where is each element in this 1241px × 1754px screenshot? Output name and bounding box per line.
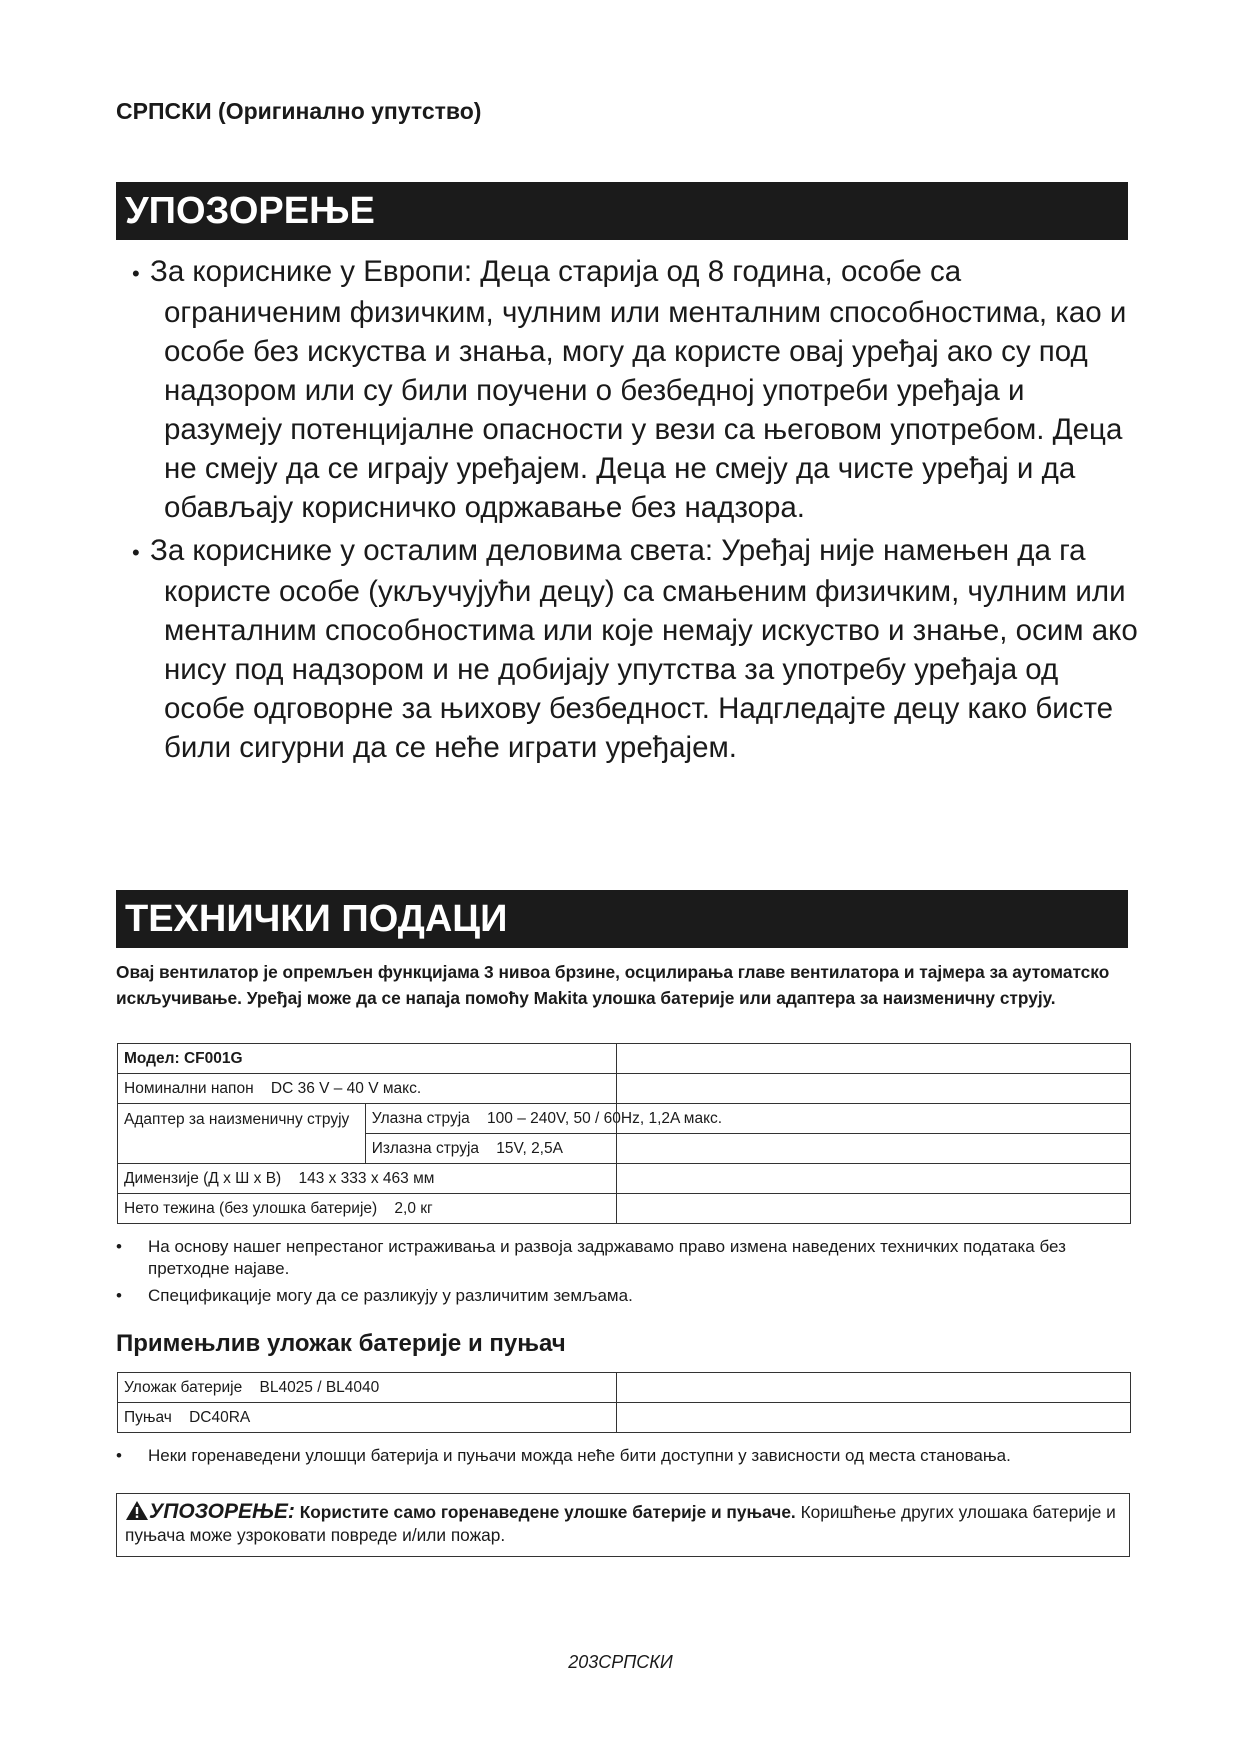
table-row — [118, 1373, 1131, 1403]
output-current-cell: Излазна струја 15V, 2,5A — [365, 1134, 616, 1164]
dimensions-cell: Димензије (Д x Ш x В) 143 x 333 x 463 мм — [118, 1164, 617, 1194]
table-row — [118, 1403, 1131, 1433]
battery-notes — [116, 1445, 1116, 1472]
warning-text: Коришћење других улошака батерије и пуњача може узроковати повреде и/или пожар. — [125, 1502, 1116, 1545]
warning-item-europe: • За кориснике у Европи: Деца старија од 8 година, особе са ограниченим физичким, чулним или менталним способностима, као и особе без искуства и знања, могу да користе овај уређај ако су под надзором или су били поучени о безбедној употреби уређаја и разумеју потенцијалне опасности у вези са његовом употребом. Деца не смеју да се играју уређајем. Деца не смеју да чисте уређај и да обављају корисничко одржавање без надзора. — [132, 255, 1127, 524]
table-row — [118, 1164, 1131, 1194]
document-language-header: СРПСКИ (Оригинално упутство) — [116, 98, 482, 124]
list-item: • Неки горенаведени улошци батерија и пуњачи можда неће бити доступни у зависности од места становања. — [116, 1446, 1011, 1465]
adapter-label-cell: Адаптер за наизменичну струју — [118, 1104, 366, 1164]
warning-item-text: За кориснике у осталим деловима света: Уређај није намењен да га користе особе (укључујући децу) са смањеним физичким, чулним или менталним способностима или које немају искуство и знање, осим ако нису под надзором и не добијају упутства за употребу уређаја од особе одговорне за њихову безбедност. Надгледајте децу како бисте били сигурни да се неће играти уређајем. — [150, 534, 1138, 764]
rated-voltage-cell: Номинални напон DC 36 V – 40 V макс. — [118, 1074, 617, 1104]
table-row — [118, 1104, 1131, 1134]
warning-triangle-icon — [125, 1500, 149, 1521]
battery-table — [117, 1372, 1131, 1433]
list-item: • Спецификације могу да се разликују у различитим земљама. — [116, 1286, 633, 1305]
warning-item-world: • За кориснике у осталим деловима света: Уређај није намењен да га користе особе (укључујући децу) са смањеним физичким, чулним или менталним способностима или које немају искуство и знање, осим ако нису под надзором и не добијају упутства за употребу уређаја од особе одговорне за њихову безбедност. Надгледајте децу како бисте били сигурни да се неће играти уређајем. — [132, 534, 1138, 764]
input-current-cell: Улазна струја 100 – 240V, 50 / 60Hz, 1,2A макс. — [365, 1104, 1130, 1134]
warning-section-title: УПОЗОРЕЊЕ — [116, 182, 1128, 240]
charger-cell: Пуњач DC40RA — [118, 1403, 617, 1433]
tech-data-section-title: ТЕХНИЧКИ ПОДАЦИ — [116, 890, 1128, 948]
table-row — [118, 1194, 1131, 1224]
warning-list — [116, 252, 1146, 771]
warning-keyword: УПОЗОРЕЊЕ: — [149, 1500, 295, 1523]
warning-item-text: За кориснике у Европи: Деца старија од 8 година, особе са ограниченим физичким, чулним или менталним способностима, као и особе без искуства и знања, могу да користе овај уређај ако су под надзором или су били поучени о безбедној употреби уређаја и разумеју потенцијалне опасности у вези са његовом употребом. Деца не смеју да се играју уређајем. Деца не смеју да чисте уређај и да обављају корисничко одржавање без надзора. — [150, 255, 1127, 524]
tech-intro-paragraph: Овај вентилатор је опремљен функцијама 3 нивоа брзине, осцилирања главе вентилатора и тајмера за аутоматско искључивање. Уређај може да се напаја помоћу Makita улошка батерије или адаптера за наизменичну струју. — [116, 962, 1110, 1008]
net-weight-cell: Нето тежина (без улошка батерије) 2,0 кг — [118, 1194, 617, 1224]
tech-notes — [116, 1236, 1116, 1312]
spec-table — [117, 1043, 1131, 1224]
battery-cell: Уложак батерије BL4025 / BL4040 — [118, 1373, 617, 1403]
warning-bold-text: Користите само горенаведене улошке батерије и пуњаче. — [299, 1502, 796, 1522]
page-footer: 203СРПСКИ — [568, 1652, 673, 1672]
battery-warning-box — [116, 1493, 1130, 1557]
table-row — [118, 1044, 1131, 1074]
model-cell: Модел: CF001G — [118, 1044, 617, 1074]
list-item: • На основу нашег непрестаног истраживања и развоја задржавамо право измена наведених техничких података без претходне најаве. — [116, 1237, 1066, 1278]
battery-charger-heading: Примењлив уложак батерије и пуњач — [116, 1330, 566, 1357]
table-row — [118, 1074, 1131, 1104]
